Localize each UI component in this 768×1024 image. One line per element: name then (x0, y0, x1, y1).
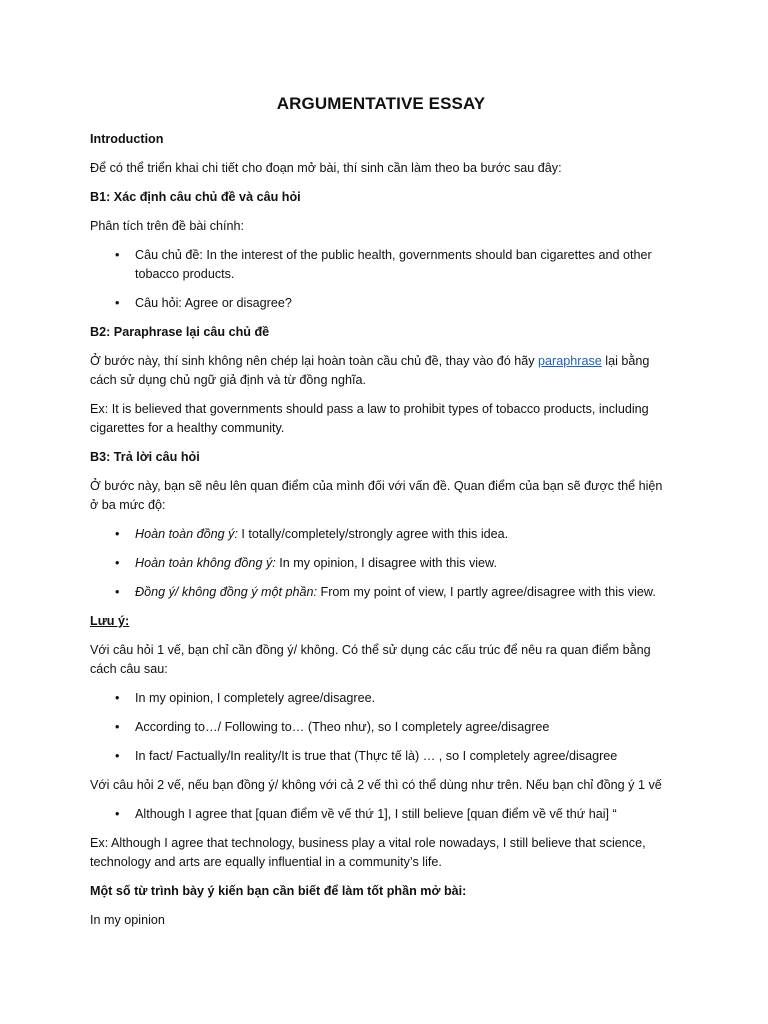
level-label: Hoàn toàn không đồng ý: (135, 556, 276, 570)
list-item: • Although I agree that [quan điểm về vế thứ 1], I still believe [quan điểm về vế thứ hai] “ (135, 805, 672, 824)
level-text: I totally/completely/strongly agree with this idea. (237, 527, 509, 541)
b2-heading: B2: Paraphrase lại câu chủ đề (90, 325, 270, 339)
b2-text (90, 352, 672, 390)
list-item (135, 525, 672, 544)
b2-example: Ex: It is believed that governments should pass a law to prohibit types of tobacco products, including cigarettes for a healthy community. (90, 402, 649, 435)
level-label: Đồng ý/ không đồng ý một phần: (135, 585, 318, 599)
list-item (135, 583, 672, 602)
phrases-heading: Một số từ trình bày ý kiến bạn cần biết để làm tốt phần mở bài: (90, 884, 467, 898)
b3-text: Ở bước này, bạn sẽ nêu lên quan điểm của mình đối với vấn đề. Quan điểm của bạn sẽ được thể hiện ở ba mức độ: (90, 479, 663, 512)
level-label: Hoàn toàn đồng ý: (135, 527, 238, 541)
list-item: • In my opinion, I completely agree/disagree. (135, 689, 672, 708)
b2-text-before-link: Ở bước này, thí sinh không nên chép lại hoàn toàn cầu chủ đề, thay vào đó hãy (90, 354, 539, 368)
phrases-first: In my opinion (90, 913, 165, 927)
b2-text-after-link: lại bằng cách sử dụng chủ ngữ giả định và từ đồng nghĩa. (90, 354, 650, 387)
list-item: • Câu hỏi: Agree or disagree? (135, 294, 672, 313)
note-heading: Lưu ý: (90, 614, 130, 628)
b3-level-list (90, 525, 672, 602)
document-title: ARGUMENTATIVE ESSAY (276, 94, 486, 113)
b1-heading: B1: Xác định câu chủ đề và câu hỏi (90, 190, 301, 204)
list-item: • Câu chủ đề: In the interest of the public health, governments should ban cigarettes and other tobacco products. (135, 246, 672, 284)
b3-heading: B3: Trả lời câu hỏi (90, 450, 200, 464)
paraphrase-link[interactable]: paraphrase (538, 354, 602, 368)
b1-bullet-list (90, 246, 672, 313)
note-two-side-list (90, 805, 672, 824)
note-two-side-text: Với câu hỏi 2 vế, nếu bạn đồng ý/ không với cả 2 vế thì có thể dùng như trên. Nếu bạn chỉ đồng ý 1 vế (90, 778, 662, 792)
intro-text: Để có thể triển khai chi tiết cho đoạn mở bài, thí sinh cần làm theo ba bước sau đây: (90, 161, 562, 175)
intro-heading: Introduction (90, 132, 164, 146)
note-one-side-text: Với câu hỏi 1 vế, bạn chỉ cần đồng ý/ không. Có thể sử dụng các cấu trúc để nêu ra quan điểm bằng cách câu sau: (90, 643, 651, 676)
list-item: • According to…/ Following to… (Theo như), so I completely agree/disagree (135, 718, 672, 737)
list-item (135, 554, 672, 573)
note-example: Ex: Although I agree that technology, business play a vital role nowadays, I still believe that science, technology and arts are equally influential in a community’s life. (90, 836, 646, 869)
level-text: In my opinion, I disagree with this view. (275, 556, 497, 570)
list-item: • In fact/ Factually/In reality/It is true that (Thực tế là) … , so I completely agree/disagree (135, 747, 672, 766)
note-one-side-list (90, 689, 672, 766)
b1-text: Phân tích trên đề bài chính: (90, 219, 245, 233)
level-text: From my point of view, I partly agree/disagree with this view. (317, 585, 656, 599)
